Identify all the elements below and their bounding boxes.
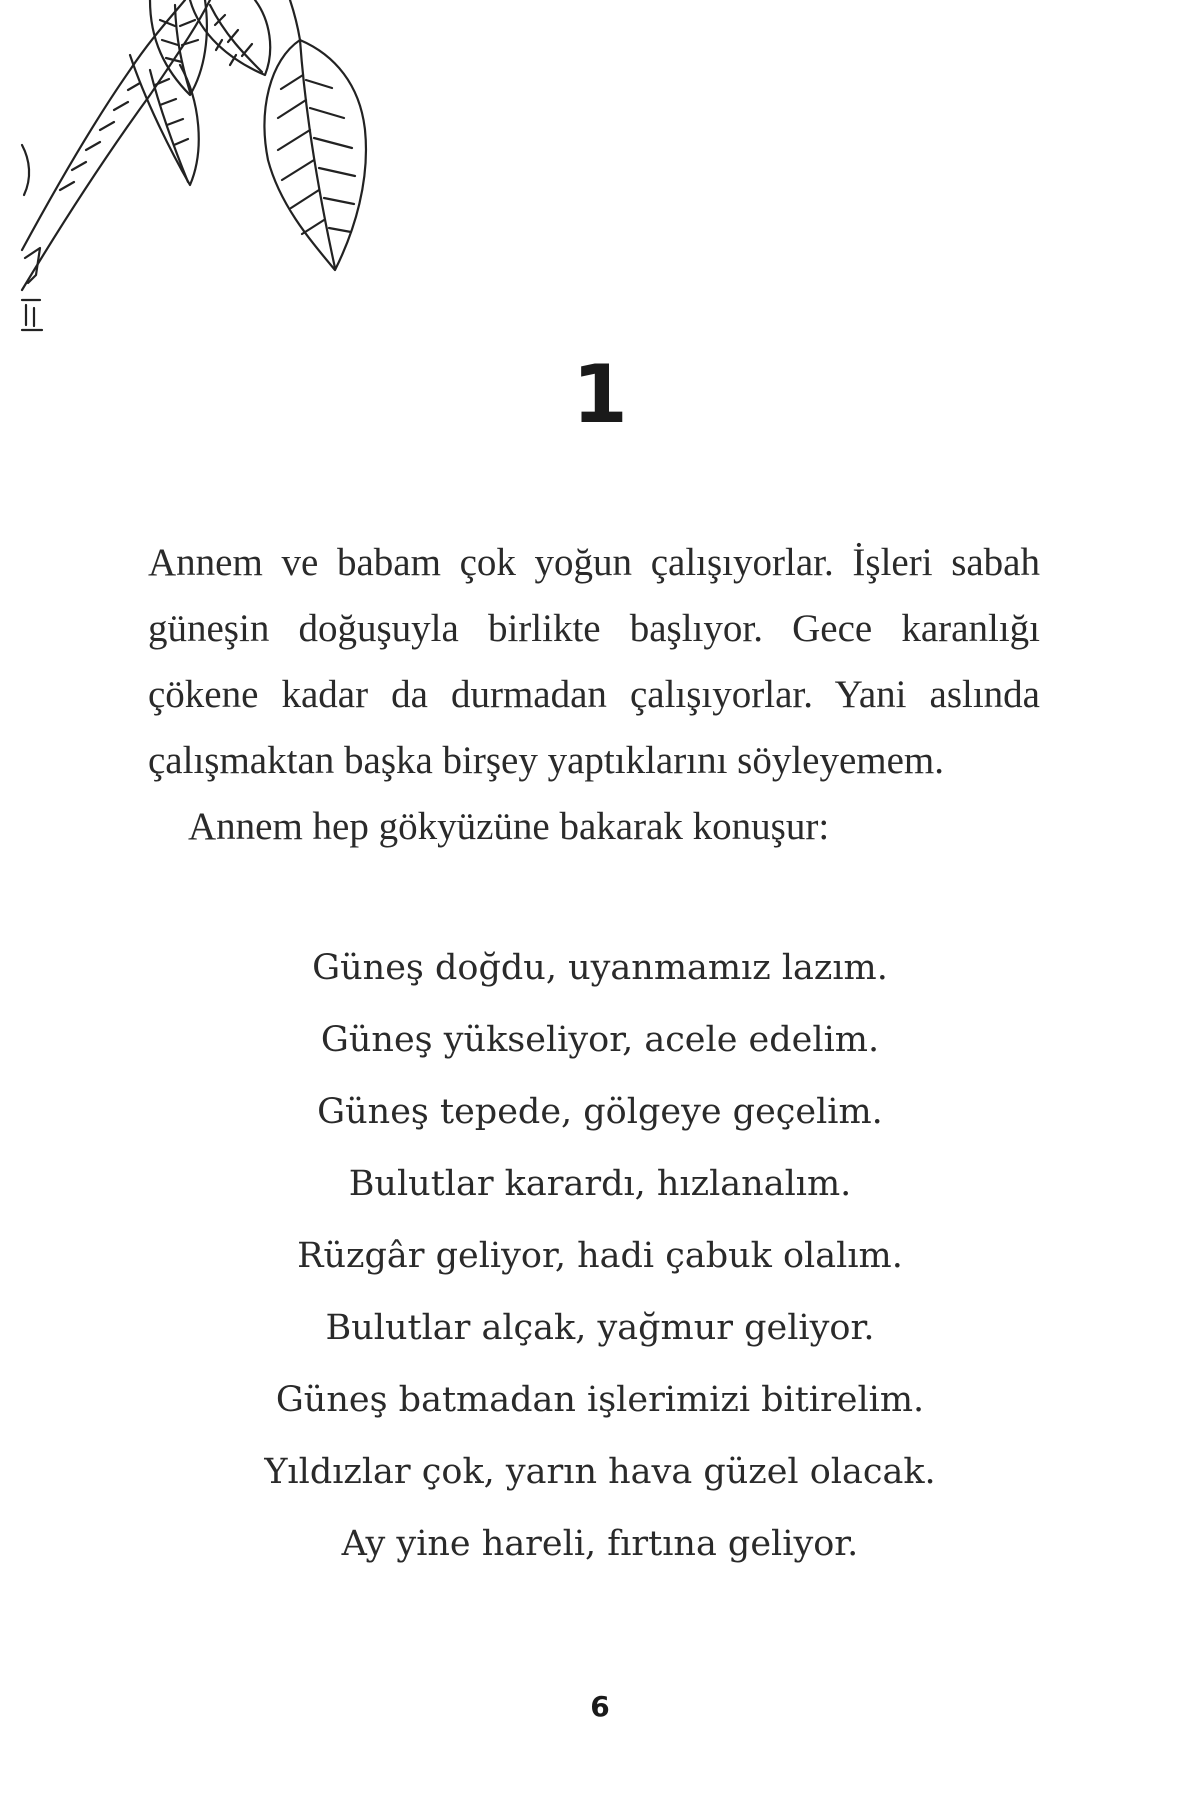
leaves-sketch-icon <box>0 0 380 350</box>
poem-line: Bulutlar karardı, hızlanalım. <box>348 1164 852 1204</box>
page-number: 6 <box>590 1690 610 1723</box>
poem-line: Güneş tepede, gölgeye geçelim. <box>317 1092 883 1132</box>
prose-text <box>148 530 1040 860</box>
paragraph: Annem ve babam çok yoğun çalışıyorlar. İşleri sabah güneşin doğuşuyla birlikte başlıyor. Gece karanlığı çökene kadar da durmadan çalışıyorlar. Yani aslında çalışmaktan başka birşey yaptıklarını söyleyemem. <box>148 541 1040 782</box>
chapter-number: 1 <box>572 348 628 441</box>
poem-line: Ay yine hareli, fırtına geliyor. <box>341 1524 859 1564</box>
poem-line: Güneş yükseliyor, acele edelim. <box>320 1020 880 1060</box>
poem <box>0 932 1200 1580</box>
poem-line: Güneş doğdu, uyanmamız lazım. <box>312 948 888 988</box>
poem-line: Bulutlar alçak, yağmur geliyor. <box>325 1308 875 1348</box>
poem-line: Güneş batmadan işlerimizi bitirelim. <box>275 1380 925 1420</box>
poem-line: Rüzgâr geliyor, hadi çabuk olalım. <box>297 1236 903 1276</box>
paragraph: Annem hep gökyüzüne bakarak konuşur: <box>188 805 830 848</box>
poem-line: Yıldızlar çok, yarın hava güzel olacak. <box>264 1452 936 1492</box>
